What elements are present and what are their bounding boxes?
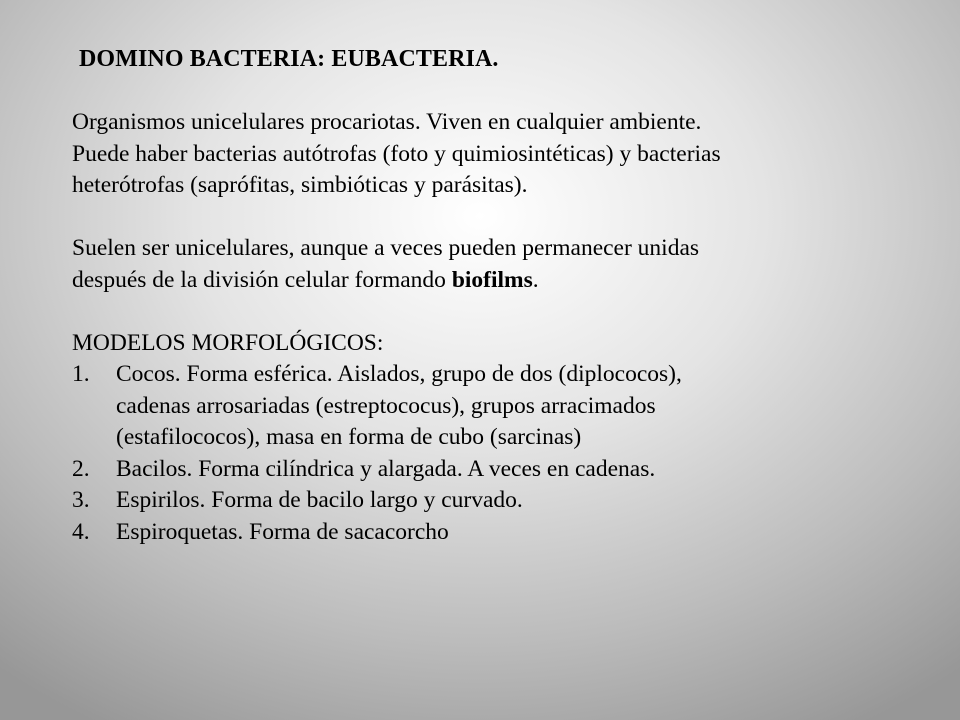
text-line: Suelen ser unicelulares, aunque a veces pueden permanecer unidas [72, 235, 700, 261]
list-line: Espiroquetas. Forma de sacacorcho [116, 518, 449, 545]
list-number: 4. [72, 518, 90, 545]
list-line: Cocos. Forma esférica. Aislados, grupo de dos (diplococos), [116, 361, 682, 387]
text-line: Organismos unicelulares procariotas. Viven en cualquier ambiente. [72, 109, 702, 135]
biofilm-paragraph [72, 233, 932, 296]
paragraph-spacer [72, 296, 932, 328]
text-segment: después de la división celular formando [72, 266, 452, 293]
text-line: heterótrofas (saprófitas, simbióticas y parásitas). [72, 172, 528, 198]
paragraph-spacer [72, 202, 932, 234]
list-number: 3. [72, 487, 90, 513]
list-line: cadenas arrosariadas (estreptococus), grupos arracimados [116, 392, 656, 419]
list-line: Espirilos. Forma de bacilo largo y curvado. [116, 487, 523, 513]
text-segment: . [532, 266, 539, 293]
model-item-espirilos [72, 485, 932, 517]
model-item-bacilos [72, 454, 932, 486]
slide-body [72, 107, 932, 548]
models-list [72, 359, 932, 548]
slide-title: DOMINO BACTERIA: EUBACTERIA. [79, 46, 499, 72]
list-number: 2. [72, 455, 90, 482]
biofilms-term: biofilms [451, 266, 533, 293]
model-item-espiroquetas [72, 517, 932, 549]
models-heading: MODELOS MORFOLÓGICOS: [72, 329, 384, 356]
text-line [72, 265, 932, 297]
text-line: Puede haber bacterias autótrofas (foto y quimiosintéticas) y bacterias [72, 140, 721, 167]
list-line: (estafilococos), masa en forma de cubo (sarcinas) [116, 424, 582, 450]
list-line: Bacilos. Forma cilíndrica y alargada. A veces en cadenas. [116, 455, 656, 482]
model-item-cocos [72, 359, 932, 454]
list-number: 1. [72, 361, 90, 387]
intro-paragraph [72, 107, 932, 202]
